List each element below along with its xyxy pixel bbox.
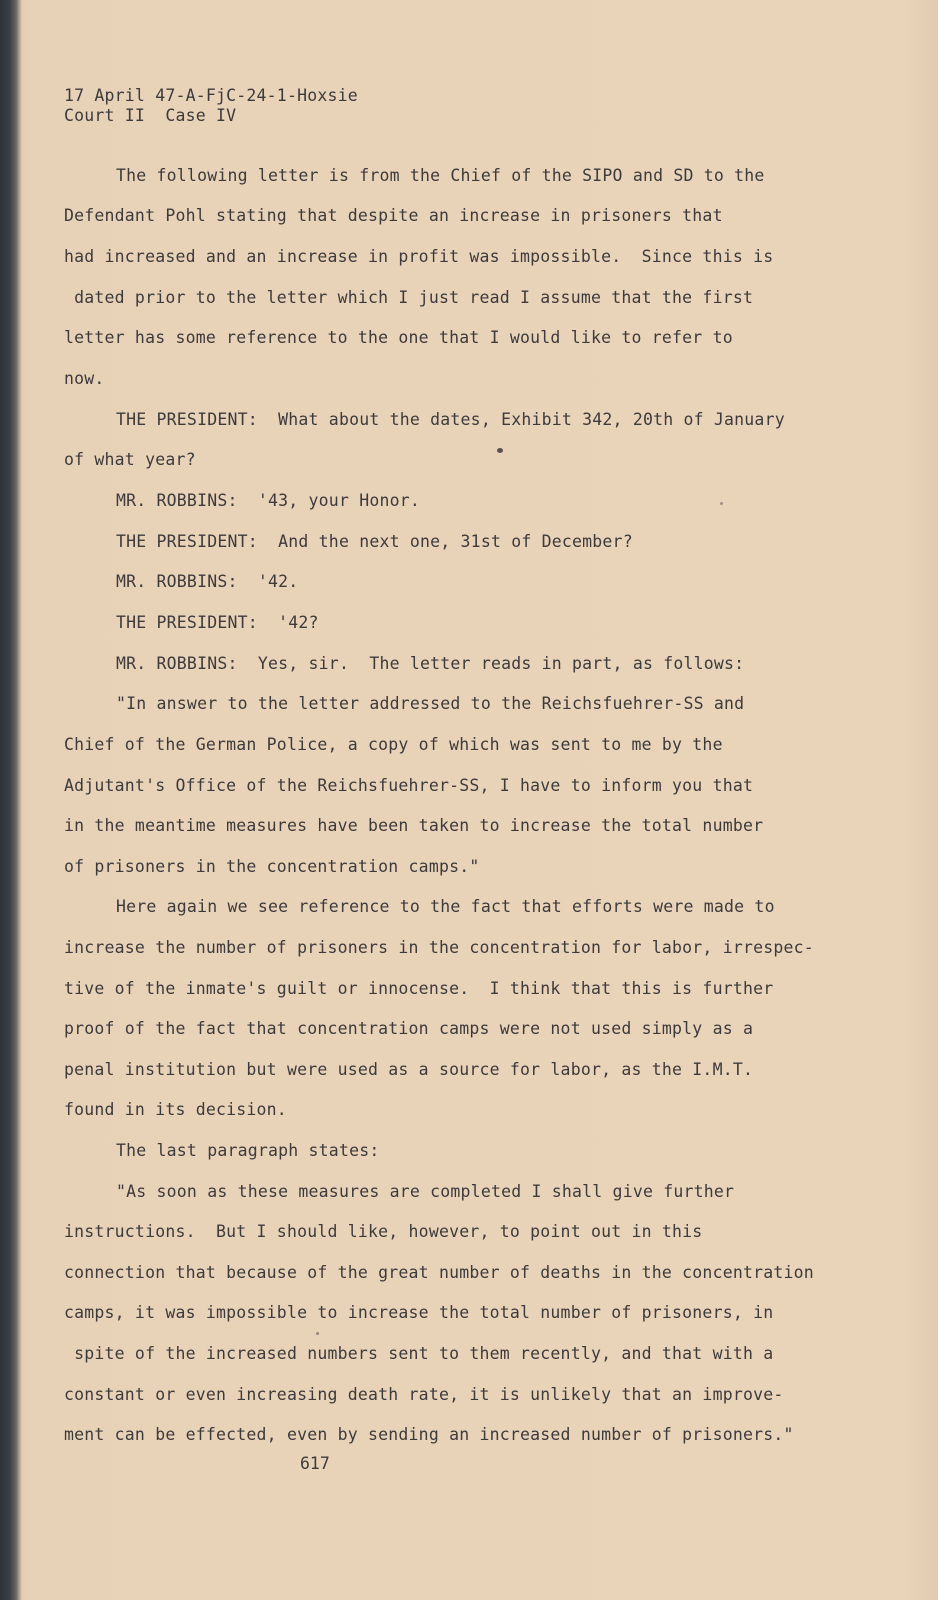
body-line: of prisoners in the concentration camps." (64, 857, 480, 876)
body-line: instructions. But I should like, however, to point out in this (64, 1222, 703, 1241)
body-line: spite of the increased numbers sent to them recently, and that with a (64, 1344, 774, 1363)
body-line: Adjutant's Office of the Reichsfuehrer-SS, I have to inform you that (64, 776, 754, 795)
body-line: tive of the inmate's guilt or innocense. I think that this is further (64, 979, 774, 998)
body-line: connection that because of the great number of deaths in the concentration (64, 1263, 814, 1282)
body-line: MR. ROBBINS: Yes, sir. The letter reads in part, as follows: (116, 654, 745, 673)
body-line: Defendant Pohl stating that despite an increase in prisoners that (64, 206, 723, 225)
body-line: had increased and an increase in profit was impossible. Since this is (64, 247, 774, 266)
body-line: THE PRESIDENT: What about the dates, Exhibit 342, 20th of January (116, 410, 785, 429)
body-line: MR. ROBBINS: '43, your Honor. (116, 491, 421, 510)
ink-spot (316, 1332, 319, 1335)
binding-edge (0, 0, 22, 1600)
body-line: Here again we see reference to the fact that efforts were made to (116, 897, 775, 916)
body-line: proof of the fact that concentration camps were not used simply as a (64, 1019, 754, 1038)
body-line: constant or even increasing death rate, it is unlikely that an improve- (64, 1385, 784, 1404)
body-line: The last paragraph states: (116, 1141, 380, 1160)
body-line: now. (64, 369, 105, 388)
ink-spot (497, 448, 503, 453)
body-line: penal institution but were used as a source for labor, as the I.M.T. (64, 1060, 754, 1079)
body-line: THE PRESIDENT: And the next one, 31st of December? (116, 532, 633, 551)
page-number: 617 (300, 1454, 330, 1473)
body-line: "In answer to the letter addressed to the Reichsfuehrer-SS and (116, 694, 745, 713)
body-line: The following letter is from the Chief of the SIPO and SD to the (116, 166, 765, 185)
header-line-2: Court II Case IV (64, 106, 237, 125)
body-line: found in its decision. (64, 1100, 287, 1119)
body-line: increase the number of prisoners in the concentration for labor, irrespec- (64, 938, 814, 957)
header-line-1: 17 April 47-A-FjC-24-1-Hoxsie (64, 86, 358, 105)
body-line: of what year? (64, 450, 196, 469)
body-line: in the meantime measures have been taken to increase the total number (64, 816, 764, 835)
ink-spot (720, 502, 723, 505)
body-line: letter has some reference to the one that I would like to refer to (64, 328, 733, 347)
body-line: camps, it was impossible to increase the total number of prisoners, in (64, 1303, 774, 1322)
body-line: "As soon as these measures are completed I shall give further (116, 1182, 735, 1201)
body-line: Chief of the German Police, a copy of which was sent to me by the (64, 735, 723, 754)
body-line: THE PRESIDENT: '42? (116, 613, 319, 632)
body-line: ment can be effected, even by sending an increased number of prisoners." (64, 1425, 794, 1444)
body-line: MR. ROBBINS: '42. (116, 572, 299, 591)
body-line: dated prior to the letter which I just read I assume that the first (64, 288, 754, 307)
